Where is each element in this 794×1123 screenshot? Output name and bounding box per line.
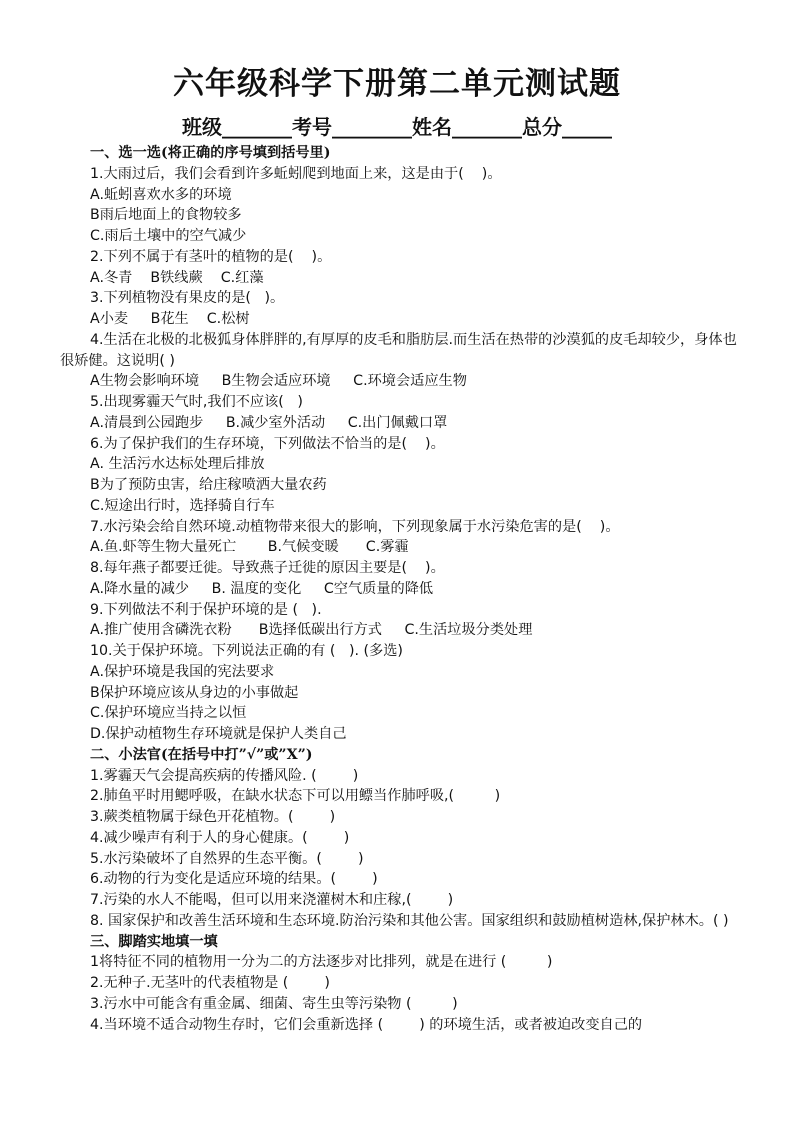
question-line: A.蚯蚓喜欢水多的环境 bbox=[90, 186, 232, 203]
question-line: 1.大雨过后，我们会看到许多蚯蚓爬到地面上来，这是由于( )。 bbox=[90, 165, 502, 182]
question-line: 5.出现雾霾天气时,我们不应该( ) bbox=[90, 394, 303, 410]
section-heading: 二、小法官(在括号中打”√”或”X”) bbox=[90, 746, 313, 763]
question-line: 1.雾霾天气会提高疾病的传播风险. ( ) bbox=[90, 767, 359, 784]
question-line: C.保护环境应当持之以恒 bbox=[90, 705, 247, 722]
question-line: B保护环境应该从身边的小事做起 bbox=[90, 684, 299, 701]
question-line: 1将特征不同的植物用一分为二的方法逐步对比排列，就是在进行 ( ) bbox=[90, 954, 553, 971]
question-line: 3.蕨类植物属于绿色开花植物。( ) bbox=[90, 809, 336, 825]
question-line: 7.水污染会给自然环境.动植物带来很大的影响，下列现象属于水污染危害的是( )。 bbox=[90, 518, 620, 535]
question-list bbox=[60, 143, 750, 1035]
question-line: A.清晨到公园跑步 B.减少室外活动 C.出门佩戴口罩 bbox=[90, 414, 448, 431]
section-heading: 三、脚踏实地填一填 bbox=[90, 933, 218, 950]
question-line: 2.肺鱼平时用鳃呼吸，在缺水状态下可以用鳔当作肺呼吸,( ) bbox=[90, 788, 501, 805]
question-line: A生物会影响环境 B生物会适应环境 C.环境会适应生物 bbox=[90, 373, 467, 390]
question-line: 4.生活在北极的北极狐身体胖胖的,有厚厚的皮毛和脂肪层.而生活在热带的沙漠狐的皮毛却较少，身体也很矫健。这说明( ) bbox=[60, 331, 737, 369]
question-line: A. 生活污水达标处理后排放 bbox=[90, 456, 265, 473]
question-line: C.雨后土壤中的空气减少 bbox=[90, 228, 247, 244]
section-heading: 一、选一选(将正确的序号填到括号里) bbox=[90, 145, 331, 161]
question-line: A.推广使用含磷洗衣粉 B选择低碳出行方式 C.生活垃圾分类处理 bbox=[90, 622, 533, 639]
question-line: 8.每年燕子都要迁徙。导致燕子迁徙的原因主要是( )。 bbox=[90, 560, 445, 576]
question-line: 8. 国家保护和改善生活环境和生态环境.防治污染和其他公害。国家组织和鼓励植树造林,保护林木。( ) bbox=[90, 912, 729, 929]
question-line: B为了预防虫害，给庄稼喷洒大量农药 bbox=[90, 477, 327, 493]
question-line: 4.减少噪声有利于人的身心健康。( ) bbox=[90, 829, 350, 846]
question-line: 6.为了保护我们的生存环境，下列做法不恰当的是( )。 bbox=[90, 435, 445, 452]
question-line: 4.当环境不适合动物生存时，它们会重新选择 ( ) 的环境生活，或者被迫改变自己的 bbox=[90, 1016, 643, 1033]
question-line: A小麦 B花生 C.松树 bbox=[90, 311, 250, 327]
student-info-line: 班级_______考号________姓名_______总分_____ bbox=[182, 115, 612, 139]
question-line: 10.关于保护环境。下列说法正确的有 ( ). (多选) bbox=[90, 643, 403, 659]
question-line: 9.下列做法不利于保护环境的是 ( ). bbox=[90, 601, 322, 618]
question-line: 2.下列不属于有茎叶的植物的是( )。 bbox=[90, 248, 332, 265]
question-line: A.降水量的减少 B. 温度的变化 C空气质量的降低 bbox=[90, 580, 434, 597]
question-line: 6.动物的行为变化是适应环境的结果。( ) bbox=[90, 871, 378, 888]
question-line: 5.水污染破坏了自然界的生态平衡。( ) bbox=[90, 850, 364, 867]
question-line: A.冬青 B铁线蕨 C.红藻 bbox=[90, 269, 264, 286]
question-line: 3.下列植物没有果皮的是( )。 bbox=[90, 290, 285, 307]
question-line: A.鱼.虾等生物大量死亡 B.气候变暖 C.雾霾 bbox=[90, 539, 409, 556]
question-line: D.保护动植物生存环境就是保护人类自己 bbox=[90, 726, 347, 742]
question-line: 3.污水中可能含有重金属、细菌、寄生虫等污染物 ( ) bbox=[90, 995, 458, 1012]
page-title: 六年级科学下册第二单元测试题 bbox=[173, 66, 621, 102]
question-line: C.短途出行时，选择骑自行车 bbox=[90, 497, 275, 514]
question-line: A.保护环境是我国的宪法要求 bbox=[90, 663, 275, 680]
question-line: 2.无种子.无茎叶的代表植物是 ( ) bbox=[90, 975, 330, 991]
question-line: B雨后地面上的食物较多 bbox=[90, 207, 242, 224]
question-line: 7.污染的水人不能喝，但可以用来浇灌树木和庄稼,( ) bbox=[90, 892, 454, 908]
